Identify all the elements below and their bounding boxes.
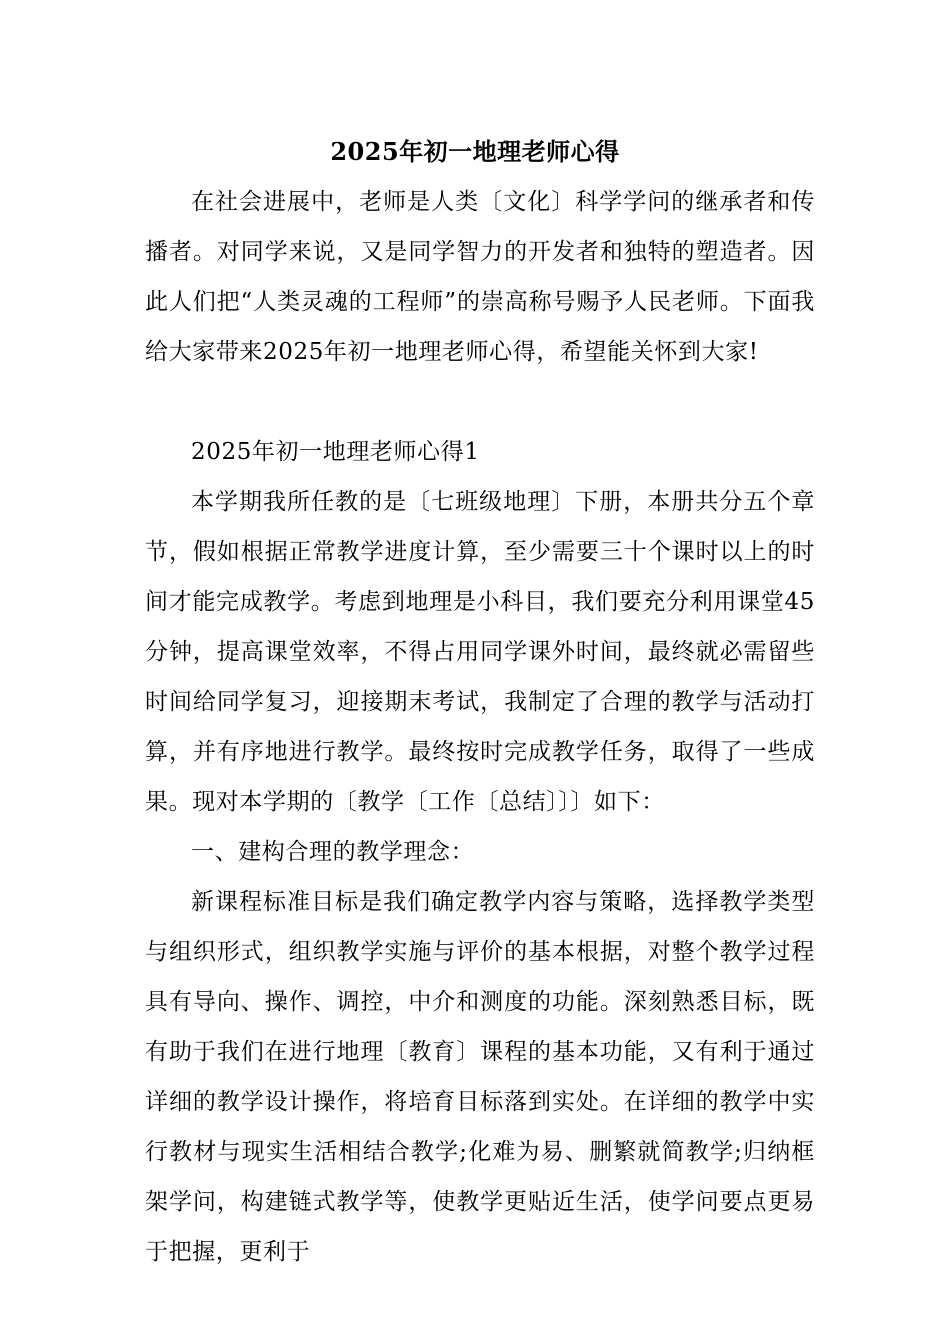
- intro-block: [145, 177, 815, 377]
- section-block: [145, 427, 815, 1277]
- body-paragraph-2: 新课程标准目标是我们确定教学内容与策略，选择教学类型与组织形式，组织教学实施与评价的基本根据，对整个教学过程具有导向、操作、调控，中介和测度的功能。深刻熟悉目标，既有助于我们在进行地理〔教育〕课程的基本功能，又有利于通过详细的教学设计操作，将培育目标落到实处。在详细的教学中实行教材与现实生活相结合教学;化难为易、删繁就简教学;归纳框架学问，构建链式教学等，使教学更贴近生活，使学问要点更易于把握，更利于: [145, 889, 815, 1265]
- document-title: 2025年初一地理老师心得: [330, 137, 620, 166]
- section-heading: 2025年初一地理老师心得1: [191, 439, 480, 465]
- intro-paragraph: 在社会进展中，老师是人类〔文化〕科学学问的继承者和传播者。对同学来说，又是同学智力的开发者和独特的塑造者。因此人们把“人类灵魂的工程师”的崇高称号赐予人民老师。下面我给大家带来2025年初一地理老师心得，希望能关怀到大家!: [145, 189, 815, 365]
- subheading-1: 一、建构合理的教学理念：: [191, 839, 475, 865]
- body-paragraph-1: 本学期我所任教的是〔七班级地理〕下册，本册共分五个章节，假如根据正常教学进度计算，至少需要三十个课时以上的时间才能完成教学。考虑到地理是小科目，我们要充分利用课堂45分钟，提高课堂效率，不得占用同学课外时间，最终就必需留些时间给同学复习，迎接期末考试，我制定了合理的教学与活动打算，并有序地进行教学。最终按时完成教学任务，取得了一些成果。现对本学期的〔教学〔工作〔总结〕〕〕如下：: [145, 489, 815, 815]
